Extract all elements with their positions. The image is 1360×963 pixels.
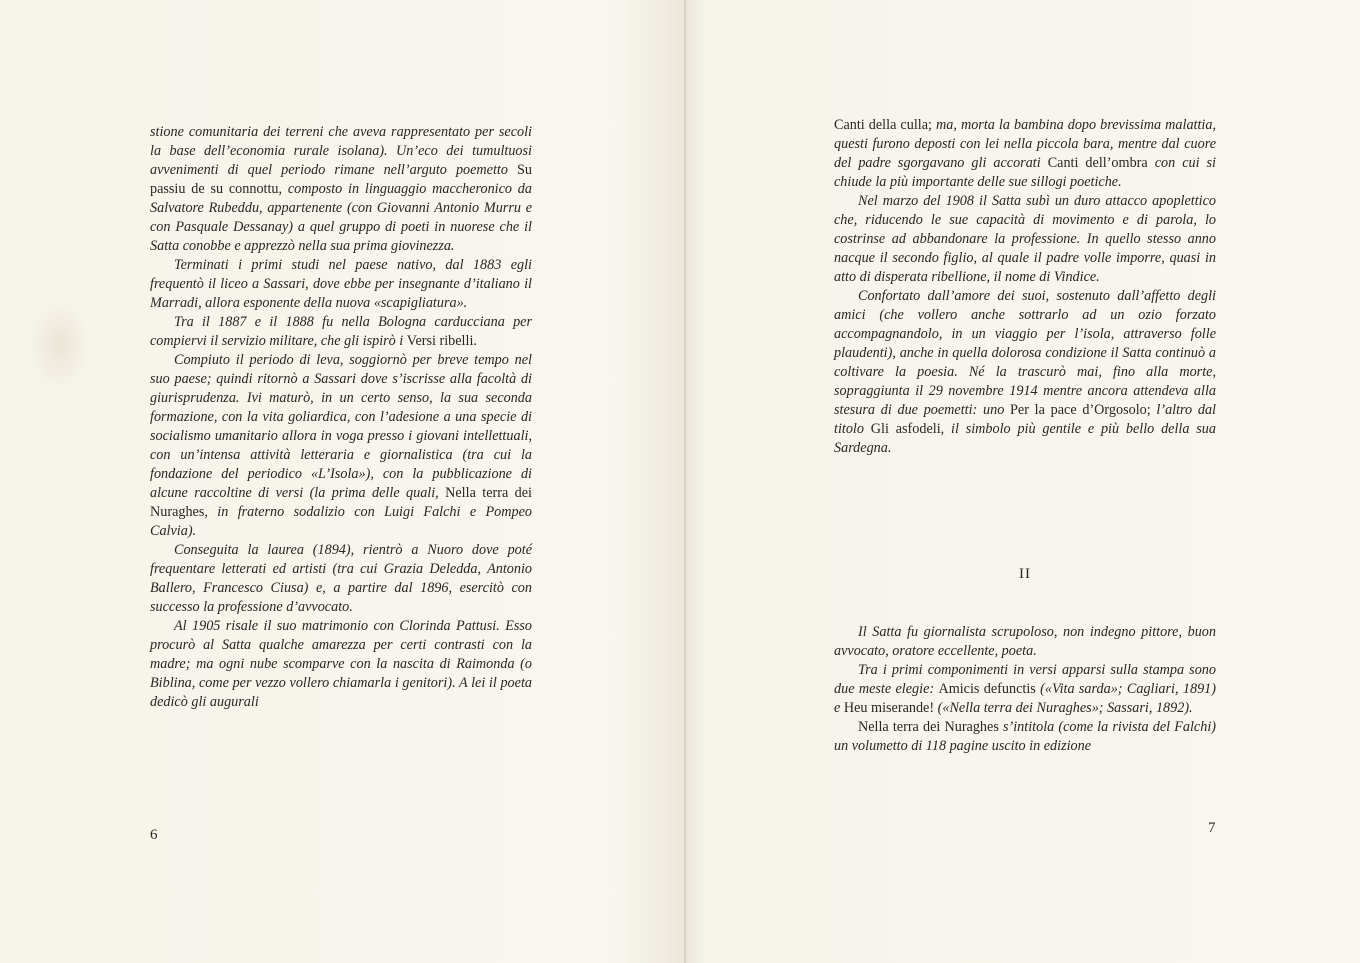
paragraph [834, 718, 1216, 756]
title-text-run: Gli asfodeli, [870, 421, 945, 437]
title-text-run: Per la pace d’Orgosolo; [1010, 402, 1151, 418]
paragraph [150, 617, 532, 712]
italic-text-run: in fraterno sodalizio con Luigi Falchi e Pompeo Calvia). [150, 504, 532, 539]
title-text-run: Heu miserande! [843, 700, 935, 716]
paragraph [834, 192, 1216, 287]
title-text-run: Canti dell’ombra [1047, 155, 1148, 171]
paragraph [834, 287, 1216, 458]
section-heading: II [1019, 566, 1031, 582]
paragraph [834, 623, 1216, 661]
paragraph [834, 116, 1216, 192]
italic-text-run: stione comunitaria dei terreni che aveva rappresentato per secoli la base dell’economia rurale isolana). Un’eco dei tumultuosi avvenimenti di quel periodo rimane nell’arguto poemetto [150, 124, 532, 178]
title-text-run: Versi ribelli. [406, 333, 477, 349]
right-body-text-top [834, 116, 1216, 458]
paragraph [150, 123, 532, 256]
italic-text-run: ma, morta la bambina dopo brevissima malattia, questi furono deposti con lei nella piccola bara, mentre dal cuore del padre sgorgavano gli accorati [834, 117, 1217, 171]
italic-text-run: s’intitola (come la rivista del Falchi) un volumetto di 118 pagine uscito in edizione [834, 719, 1216, 754]
italic-text-run: con cui si chiude la più importante delle sue sillogi poetiche. [834, 155, 1216, 190]
right-page [686, 0, 1360, 963]
paper-stain [30, 300, 90, 390]
italic-text-run: Confortato dall’amore dei suoi, sostenuto dall’affetto degli amici (che vollero anche sottrarlo ad un ozio forzato accompagnandolo, in un viaggio per l’isola, attraverso folle plaudenti), anche in quella dolorosa condizione il Satta continuò a coltivare la poesia. Né la trascurò mai, fino alla morte, sopraggiunta il 29 novembre 1914 mentre ancora attendeva alla stesura di due poemetti: uno [834, 288, 1216, 418]
page-number-right: 7 [1208, 820, 1216, 836]
italic-text-run: Compiuto il periodo di leva, soggiornò per breve tempo nel suo paese; quindi ritornò a Sassari dove s’iscrisse alla facoltà di giurisprudenza. Ivi maturò, in un certo senso, la sua seconda formazione, con la vita goliardica, con l’adesione a una specie di socialismo umanitario allora in voga presso i giovani intellettuali, con un’intensa attività letteraria e giornalistica (tra cui la fondazione del periodico «L’Isola»), con la pubblicazione di alcune raccoltine di versi (la prima delle quali, [150, 352, 532, 501]
italic-text-run: («Nella terra dei Nuraghes»; Sassari, 1892). [934, 700, 1193, 716]
italic-text-run: Nel marzo del 1908 il Satta subì un duro attacco apoplettico che, riducendo le sue capacità di movimento e di parola, lo costrinse ad abbandonare la professione. In quello stesso anno nacque il secondo figlio, al quale il padre volle imporre, quasi in atto di disperata ribellione, il nome di Vindice. [834, 193, 1216, 285]
italic-text-run: l’altro dal titolo [834, 402, 1216, 437]
title-text-run: Canti della culla; [834, 117, 932, 133]
paragraph [150, 351, 532, 541]
paragraph [150, 313, 532, 351]
italic-text-run: Il Satta fu giornalista scrupoloso, non indegno pittore, buon avvocato, oratore eccellente, poeta. [834, 624, 1216, 659]
italic-text-run: Conseguita la laurea (1894), rientrò a Nuoro dove poté frequentare letterati ed artisti (tra cui Grazia Deledda, Antonio Ballero, Francesco Ciusa) e, a partire dal 1896, esercitò con successo la professione d’avvocato. [150, 542, 532, 615]
paragraph [150, 541, 532, 617]
italic-text-run: Tra i primi componimenti in versi apparsi sulla stampa sono due meste elegie: [834, 662, 1216, 697]
italic-text-run: Tra il 1887 e il 1888 fu nella Bologna carducciana per compiervi il servizio militare, che gli ispirò i [150, 314, 532, 349]
italic-text-run: composto in linguaggio maccheronico da Salvatore Rubeddu, appartenente (con Giovanni Antonio Murru e con Pasquale Dessanay) a quel gruppo di poeti in nuorese che il Satta conobbe e apprezzò nella sua prima giovinezza. [150, 181, 532, 254]
paragraph [150, 256, 532, 313]
left-body-text [150, 123, 532, 712]
title-text-run: Nella terra dei Nuraghes [858, 719, 999, 735]
page-number-left: 6 [150, 827, 158, 843]
right-body-text-bottom [834, 623, 1216, 756]
italic-text-run: («Vita sarda»; Cagliari, 1891) e [834, 681, 1216, 716]
italic-text-run: Terminati i primi studi nel paese nativo, dal 1883 egli frequentò il liceo a Sassari, dove ebbe per insegnante d’italiano il Marradi, allora esponente della nuova «scapigliatura». [150, 257, 532, 311]
italic-text-run: Al 1905 risale il suo matrimonio con Clorinda Pattusi. Esso procurò al Satta qualche amarezza per certi contrasti con la madre; ma ogni nube scomparve con la nascita di Raimonda (o Biblina, come per vezzo vollero chiamarla i genitori). A lei il poeta dedicò gli augurali [150, 618, 532, 710]
title-text-run: Nella terra dei Nuraghes, [150, 485, 532, 520]
title-text-run: Amicis defunctis [938, 681, 1036, 697]
paragraph [834, 661, 1216, 718]
italic-text-run: il simbolo più gentile e più bello della sua Sardegna. [834, 421, 1216, 456]
title-text-run: Su passiu de su connottu, [150, 162, 532, 197]
